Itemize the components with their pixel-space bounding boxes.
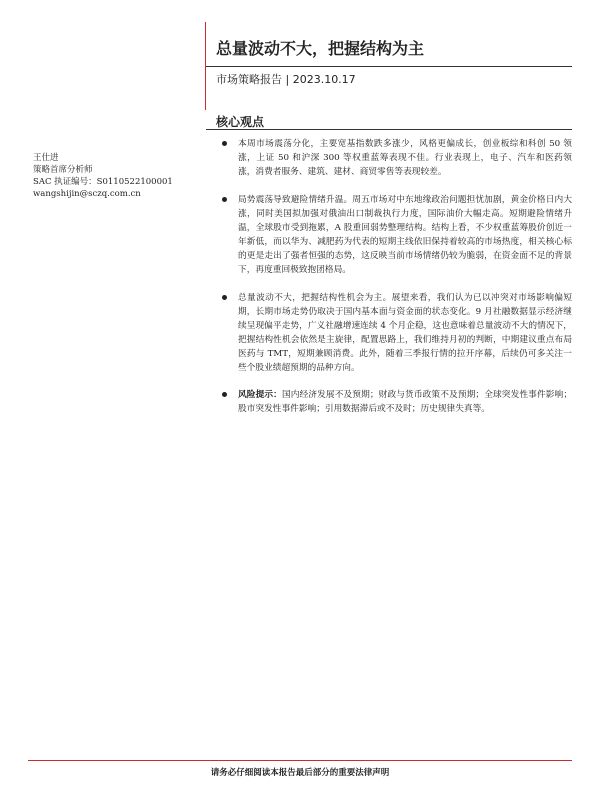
author-email[interactable]: wangshijin@sczq.com.cn [33,189,141,199]
key-point-text: 局势震荡导致避险情绪升温。周五市场对中东地缘政治问题担忧加剧，黄金价格日内大涨，同时美国拟加强对俄油出口制裁执行力度，国际油价大幅走高。短期避险情绪升温，全球股市受到拖累，A 股重回弱势整理结构。结构上看，不少权重蓝筹股价创近一年新低，而以华为、减肥药为代表的短期主线依旧保持着较高的市场热度，相关核心标的更是走出了强者恒强的态势，这反映当前市场情绪仍较为脆弱，在资金面不足的背景下，再度重回极致抱团格局。 [238,195,572,275]
footer-divider [28,760,572,761]
footer-disclaimer: 请务必仔细阅读本报告最后部分的重要法律声明 [210,768,390,778]
key-point [222,388,572,416]
title-divider [206,66,572,67]
report-title: 总量波动不大，把握结构为主 [216,39,425,58]
key-points-list [222,137,572,416]
risk-warning-label: 风险提示： [238,390,282,400]
bullet-icon [222,295,227,300]
section-title: 核心观点 [216,115,265,129]
author-name: 王仕进 [33,153,59,163]
section-divider [206,129,572,130]
bullet-icon [222,141,227,146]
key-point [222,291,572,375]
bullet-icon [222,392,227,397]
key-point-text: 总量波动不大，把握结构性机会为主。展望来看，我们认为已以冲突对市场影响偏短期，长期市场走势仍取决于国内基本面与资金面的状态变化。9 月社融数据显示经济继续呈现偏平走势，广义社融增速连续 4 个月企稳，这也意味着总量波动不大的情况下，把握结构性机会依然是主旋律，配置思路上，我们维持月初的判断，中期建议重点布局医药与 TMT，短期兼顾消费。此外，随着三季报行情的拉开序幕，后续仍可多关注一些个股业绩超预期的品种方向。 [238,293,572,373]
key-point-text: 本周市场震荡分化，主要宽基指数跌多涨少，风格更偏成长，创业板综和科创 50 领涨，上证 50 和沪深 300 等权重蓝筹表现不佳。行业表现上，电子、汽车和医药领涨，消费者服务、建筑、建材、商贸零售等表现较差。 [238,139,572,177]
key-point [222,193,572,277]
key-point-text: 国内经济发展不及预期；财政与货币政策不及预期；全球突发性事件影响；股市突发性事件影响；引用数据滞后或不及时；历史规律失真等。 [238,390,573,414]
key-point [222,137,572,179]
author-role: 策略首席分析师 [33,165,93,175]
author-sac: SAC 执证编号：S0110522100001 [33,177,173,187]
report-subtitle: 市场策略报告 | 2023.10.17 [216,73,356,86]
bullet-icon [222,197,227,202]
author-block [33,152,173,200]
